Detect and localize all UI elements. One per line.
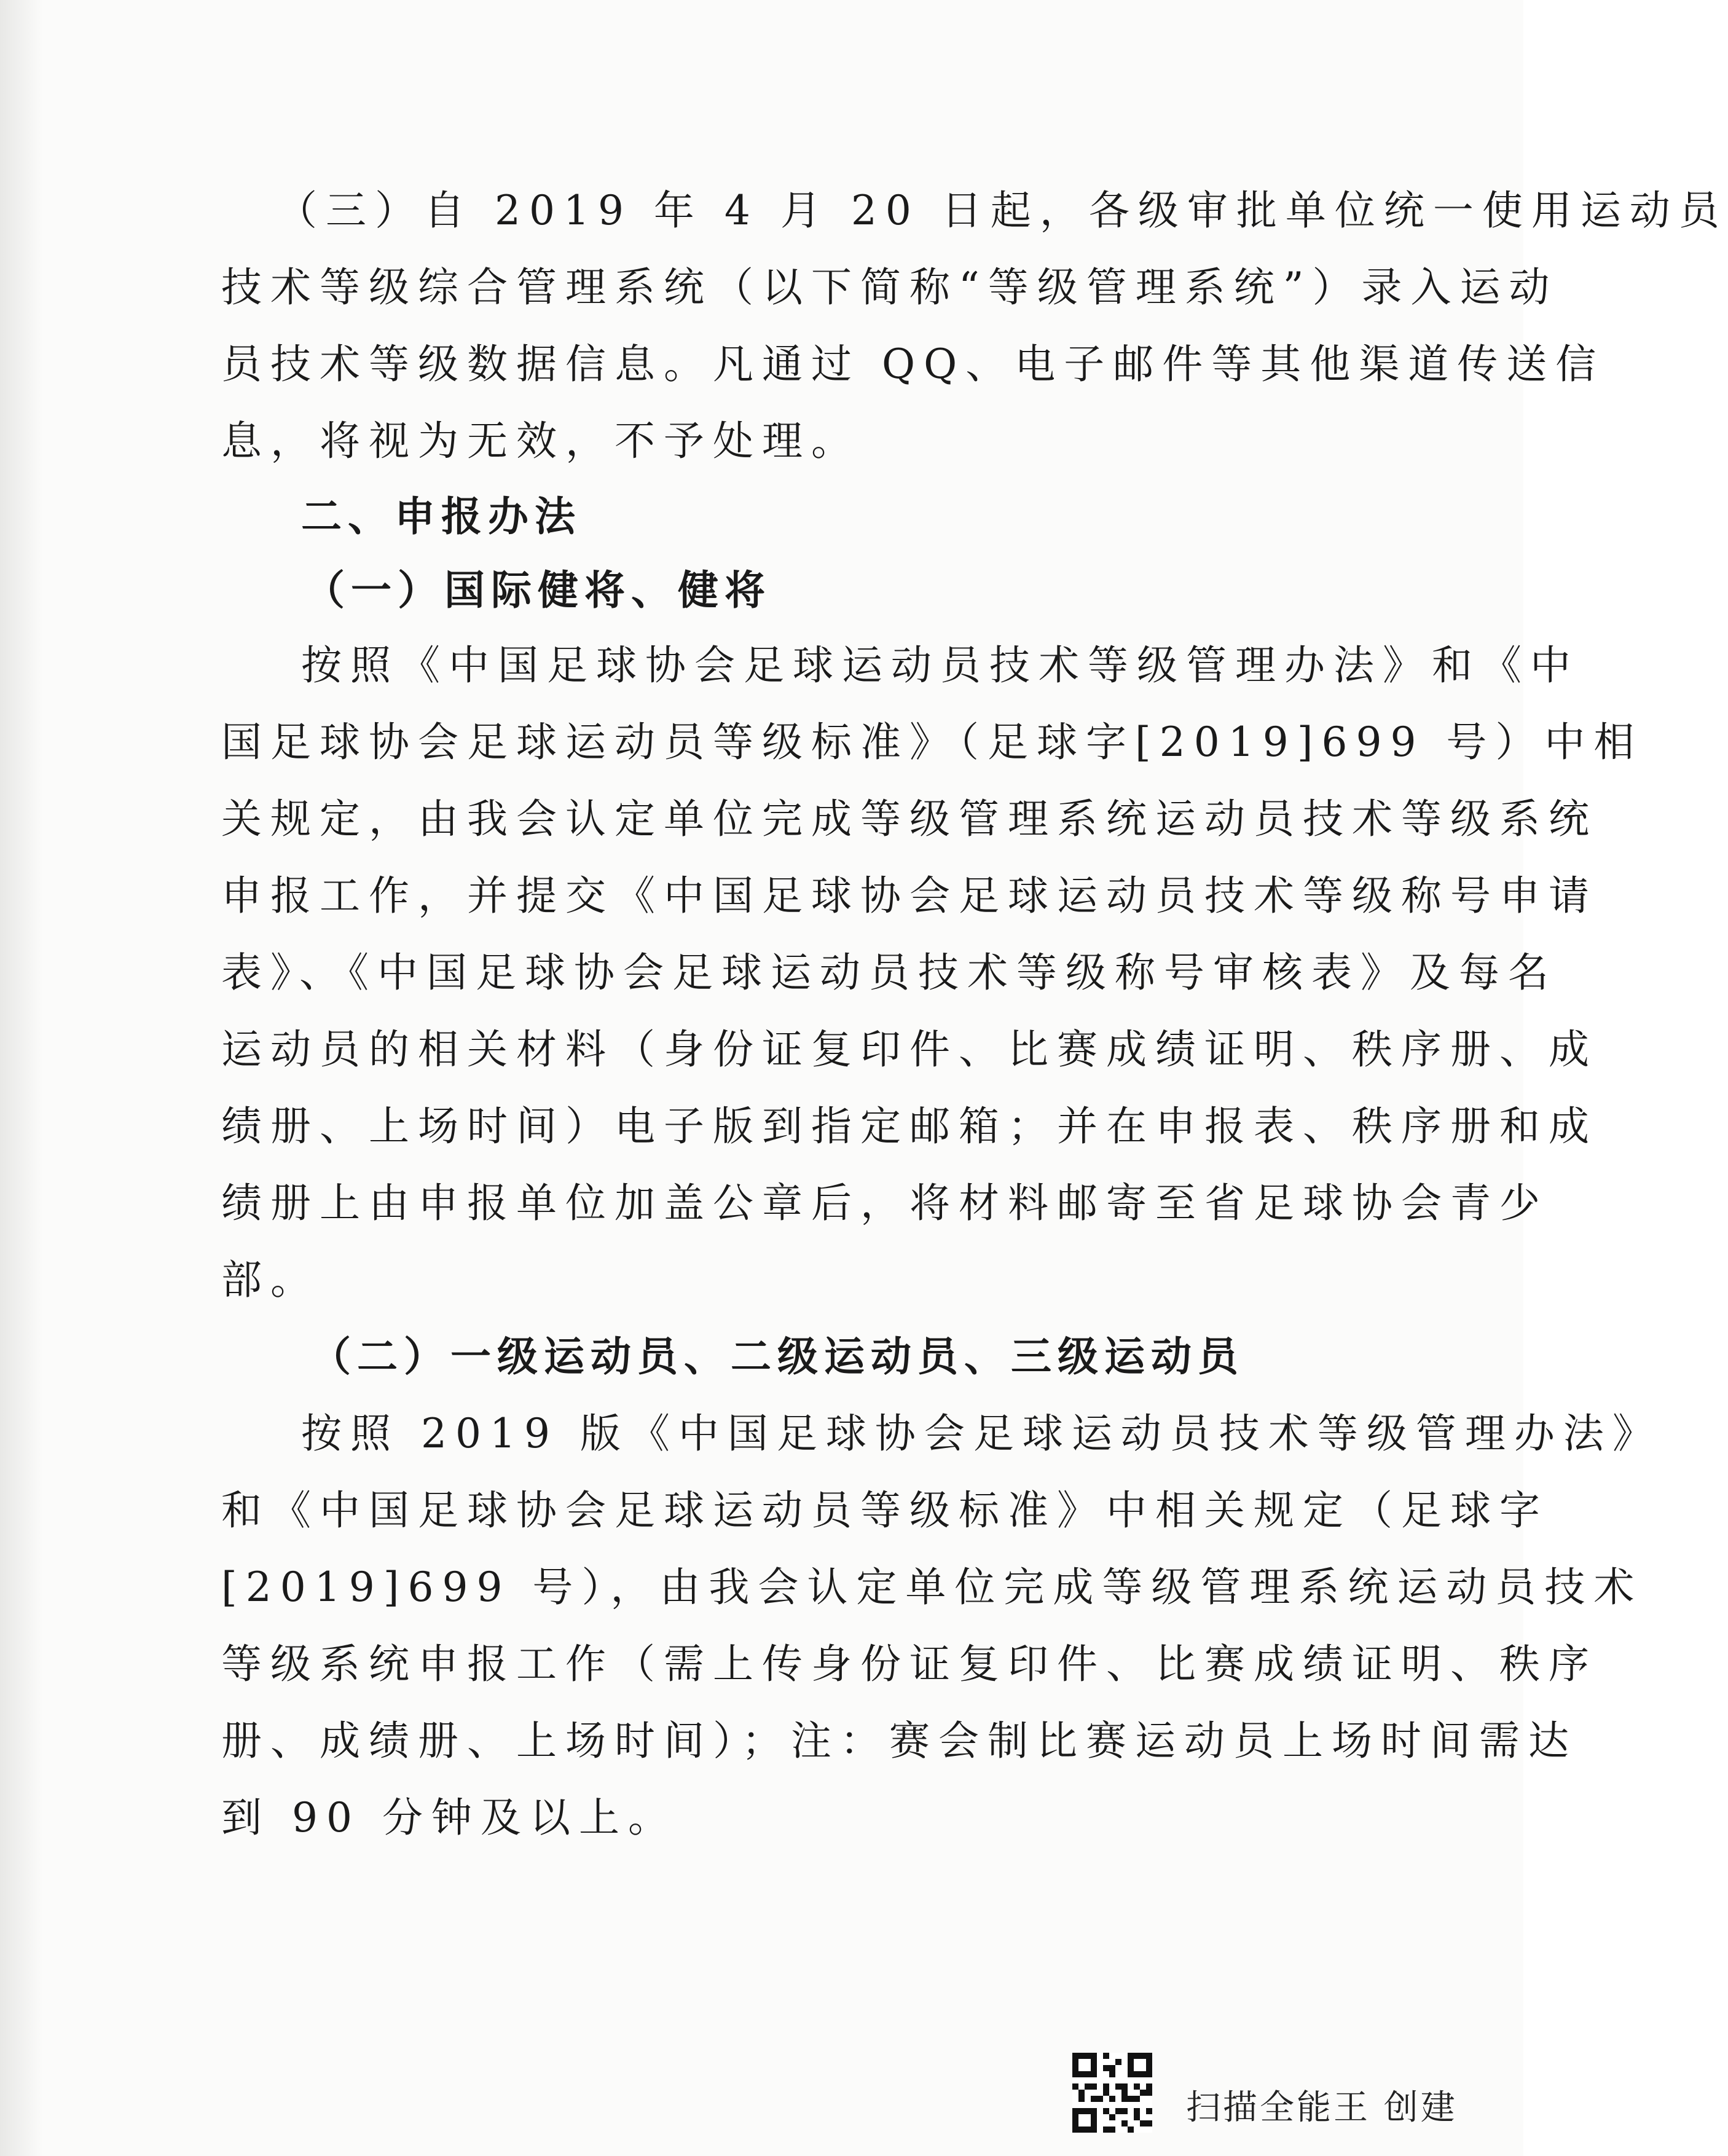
paragraph-line: 按照《中国足球协会足球运动员技术等级管理办法》和《中 [301,642,1579,689]
subsection-heading: （二）一级运动员、二级运动员、三级运动员 [310,1333,1244,1380]
qr-code-icon [1072,2053,1152,2133]
paragraph-line: 运动员的相关材料（身份证复印件、比赛成绩证明、秩序册、成 [221,1026,1598,1073]
paragraph-line: 申报工作，并提交《中国足球协会足球运动员技术等级称号申请 [221,872,1598,919]
paragraph-line: 息，将视为无效，不予处理。 [221,417,860,465]
paragraph-line: 等级系统申报工作（需上传身份证复印件、比赛成绩证明、秩序 [221,1640,1598,1688]
paragraph-line: 和《中国足球协会足球运动员等级标准》中相关规定（足球字 [221,1487,1549,1534]
paragraph-line: 表》、《中国足球协会足球运动员技术等级称号审核表》及每名 [221,949,1557,996]
scanner-watermark [1072,2053,1478,2139]
paragraph-line: [2019]699 号），由我会认定单位完成等级管理系统运动员技术 [221,1564,1643,1611]
paragraph-line: 员技术等级数据信息。凡通过 QQ、电子邮件等其他渠道传送信 [221,340,1605,388]
paragraph-line: 部。 [221,1256,320,1304]
paragraph-line: 绩册上由申报单位加盖公章后，将材料邮寄至省足球协会青少 [221,1179,1549,1227]
paragraph-line: 按照 2019 版《中国足球协会足球运动员技术等级管理办法》 [301,1410,1662,1457]
paragraph-line: 到 90 分钟及以上。 [221,1794,677,1841]
paragraph-line: 关规定，由我会认定单位完成等级管理系统运动员技术等级系统 [221,795,1598,843]
subsection-heading: （一）国际健将、健将 [304,567,771,614]
paragraph-line: 国足球协会足球运动员等级标准》（足球字[2019]699 号）中相 [221,718,1643,766]
paragraph-line: 技术等级综合管理系统（以下简称“等级管理系统”）录入运动 [221,264,1558,311]
paragraph-line: 册、成绩册、上场时间）；注：赛会制比赛运动员上场时间需达 [221,1717,1577,1765]
watermark-label: 扫描全能王 创建 [1186,2088,1458,2128]
paragraph-line: 绩册、上场时间）电子版到指定邮箱；并在申报表、秩序册和成 [221,1103,1598,1150]
section-heading: 二、申报办法 [301,493,581,540]
scan-shadow [0,0,43,2156]
paragraph-line: （三）自 2019 年 4 月 20 日起，各级审批单位统一使用运动员 [277,187,1728,234]
